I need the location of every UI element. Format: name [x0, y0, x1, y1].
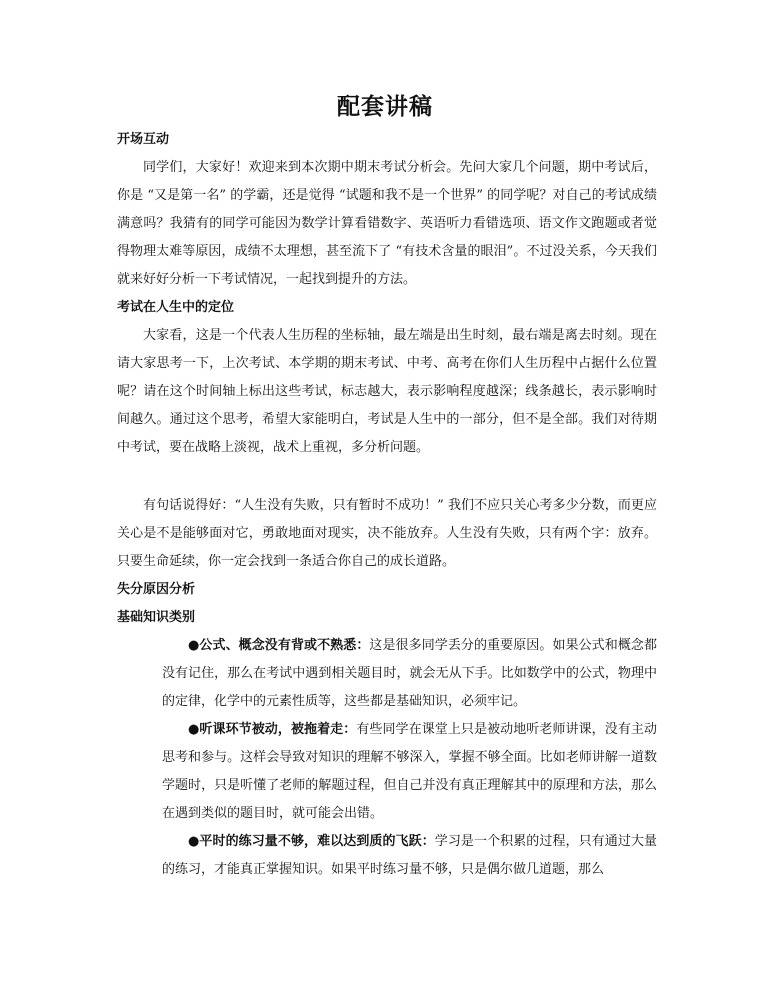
- section-heading-opening: 开场互动: [117, 132, 170, 147]
- bullet-item-formulas: [162, 632, 657, 716]
- bullet-text: 这是很多同学丢分的重要原因。如果公式和概念都没有记住，那么在考试中遇到相关题目时，就会无从下手。比如数学中的公式，物理中的定律，化学中的元素性质等，这些都是基础知识，必须牢记。: [162, 638, 657, 709]
- section-heading-loss-analysis: 失分原因分析: [117, 582, 196, 597]
- document-body: [117, 126, 657, 884]
- bullet-title: 公式、概念没有背或不熟悉：: [199, 638, 370, 653]
- bullet-dot-icon: ●: [188, 722, 200, 737]
- bullet-dot-icon: ●: [188, 834, 200, 849]
- section-heading-exam-position: 考试在人生中的定位: [117, 300, 235, 315]
- bullet-text: 学习是一个积累的过程，只有通过大量的练习，才能真正掌握知识。如果平时练习量不够，只是偶尔做几道题，那么: [162, 834, 657, 877]
- blank-line: [117, 462, 657, 492]
- document-title: 配套讲稿: [337, 93, 433, 120]
- paragraph-opening: 同学们，大家好！欢迎来到本次期中期末考试分析会。先问大家几个问题，期中考试后，你是 “又是第一名” 的学霸，还是觉得 “试题和我不是一个世界” 的同学呢？对自己的考试成绩满意吗？我猜有的同学可能因为数学计算看错数字、英语听力看错选项、语文作文跑题或者觉得物理太难等原因，成绩不太理想，甚至流下了 “有技术含量的眼泪”。不过没关系，今天我们就来好好分析一下考试情况，一起找到提升的方法。: [117, 160, 657, 287]
- paragraph-no-failure: 有句话说得好：“人生没有失败，只有暂时不成功！” 我们不应只关心考多少分数，而更应关心是不是能够面对它，勇敢地面对现实，决不能放弃。人生没有失败，只有两个字：放弃。只要生命延续，你一定会找到一条适合你自己的成长道路。: [117, 498, 657, 569]
- bullet-dot-icon: ●: [188, 638, 200, 653]
- paragraph-timeline: 大家看，这是一个代表人生历程的坐标轴，最左端是出生时刻，最右端是离去时刻。现在请大家思考一下，上次考试、本学期的期末考试、中考、高考在你们人生历程中占据什么位置呢？请在这个时间轴上标出这些考试，标志越大，表示影响程度越深；线条越长，表示影响时间越久。通过这个思考，希望大家能明白，考试是人生中的一部分，但不是全部。我们对待期中考试，要在战略上淡视，战术上重视，多分析问题。: [117, 328, 657, 455]
- bullet-item-practice: [162, 828, 657, 884]
- bullet-item-passive-listening: [162, 716, 657, 828]
- bullet-text: 有些同学在课堂上只是被动地听老师讲课，没有主动思考和参与。这样会导致对知识的理解不够深入，掌握不够全面。比如老师讲解一道数学题时，只是听懂了老师的解题过程，但自己并没有真正理解其中的原理和方法，那么在遇到类似的题目时，就可能会出错。: [162, 722, 657, 821]
- bullet-title: 平时的练习量不够，难以达到质的飞跃：: [199, 834, 435, 849]
- bullet-title: 听课环节被动，被拖着走：: [199, 722, 357, 737]
- subheading-basic-knowledge: 基础知识类别: [117, 610, 196, 625]
